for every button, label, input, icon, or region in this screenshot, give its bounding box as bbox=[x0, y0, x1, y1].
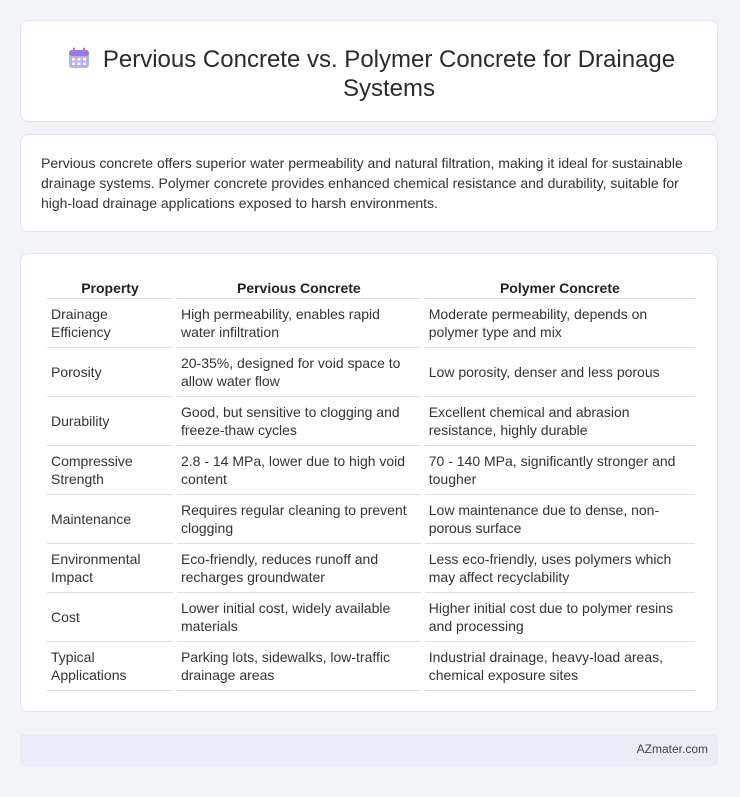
property-cell: Compressive Strength bbox=[47, 446, 173, 495]
property-cell: Maintenance bbox=[47, 495, 173, 544]
table-row bbox=[47, 299, 695, 348]
header-pervious: Pervious Concrete bbox=[177, 276, 421, 299]
property-cell: Porosity bbox=[47, 348, 173, 397]
pervious-cell: Lower initial cost, widely available materials bbox=[177, 593, 421, 642]
footer-bar bbox=[20, 734, 718, 766]
property-cell: Typical Applications bbox=[47, 642, 173, 691]
header-property: Property bbox=[47, 276, 173, 299]
pervious-cell: 20-35%, designed for void space to allow water flow bbox=[177, 348, 421, 397]
table-row bbox=[47, 544, 695, 593]
property-cell: Cost bbox=[47, 593, 173, 642]
header-polymer: Polymer Concrete bbox=[425, 276, 695, 299]
table-row bbox=[47, 397, 695, 446]
footer-brand[interactable]: AZmater.com bbox=[636, 742, 708, 756]
property-cell: Environmental Impact bbox=[47, 544, 173, 593]
pervious-cell: Parking lots, sidewalks, low-traffic drainage areas bbox=[177, 642, 421, 691]
table-row bbox=[47, 348, 695, 397]
table-row bbox=[47, 495, 695, 544]
pervious-cell: Eco-friendly, reduces runoff and recharges groundwater bbox=[177, 544, 421, 593]
polymer-cell: 70 - 140 MPa, significantly stronger and tougher bbox=[425, 446, 695, 495]
table-row bbox=[47, 642, 695, 691]
property-cell: Durability bbox=[47, 397, 173, 446]
polymer-cell: Higher initial cost due to polymer resins and processing bbox=[425, 593, 695, 642]
title-card bbox=[20, 20, 718, 122]
polymer-cell: Low maintenance due to dense, non-porous surface bbox=[425, 495, 695, 544]
pervious-cell: 2.8 - 14 MPa, lower due to high void content bbox=[177, 446, 421, 495]
pervious-cell: Good, but sensitive to clogging and freeze-thaw cycles bbox=[177, 397, 421, 446]
pervious-cell: High permeability, enables rapid water infiltration bbox=[177, 299, 421, 348]
pervious-cell: Requires regular cleaning to prevent clogging bbox=[177, 495, 421, 544]
table-row bbox=[47, 593, 695, 642]
page-title: Pervious Concrete vs. Polymer Concrete for Drainage Systems bbox=[102, 46, 676, 102]
comparison-table bbox=[43, 276, 699, 691]
comparison-card bbox=[20, 253, 718, 712]
polymer-cell: Less eco-friendly, uses polymers which may affect recyclability bbox=[425, 544, 695, 593]
table-row bbox=[47, 446, 695, 495]
intro-text: Pervious concrete offers superior water permeability and natural filtration, making it ideal for sustainable drainage systems. Polymer concrete provides enhanced chemical resistance and durability, suitable for high-load drainage applications exposed to harsh environments. bbox=[41, 155, 683, 211]
property-cell: Drainage Efficiency bbox=[47, 299, 173, 348]
polymer-cell: Excellent chemical and abrasion resistance, highly durable bbox=[425, 397, 695, 446]
intro-card bbox=[20, 134, 718, 232]
table-header-row bbox=[47, 276, 695, 299]
polymer-cell: Moderate permeability, depends on polymer type and mix bbox=[425, 299, 695, 348]
polymer-cell: Low porosity, denser and less porous bbox=[425, 348, 695, 397]
polymer-cell: Industrial drainage, heavy-load areas, chemical exposure sites bbox=[425, 642, 695, 691]
